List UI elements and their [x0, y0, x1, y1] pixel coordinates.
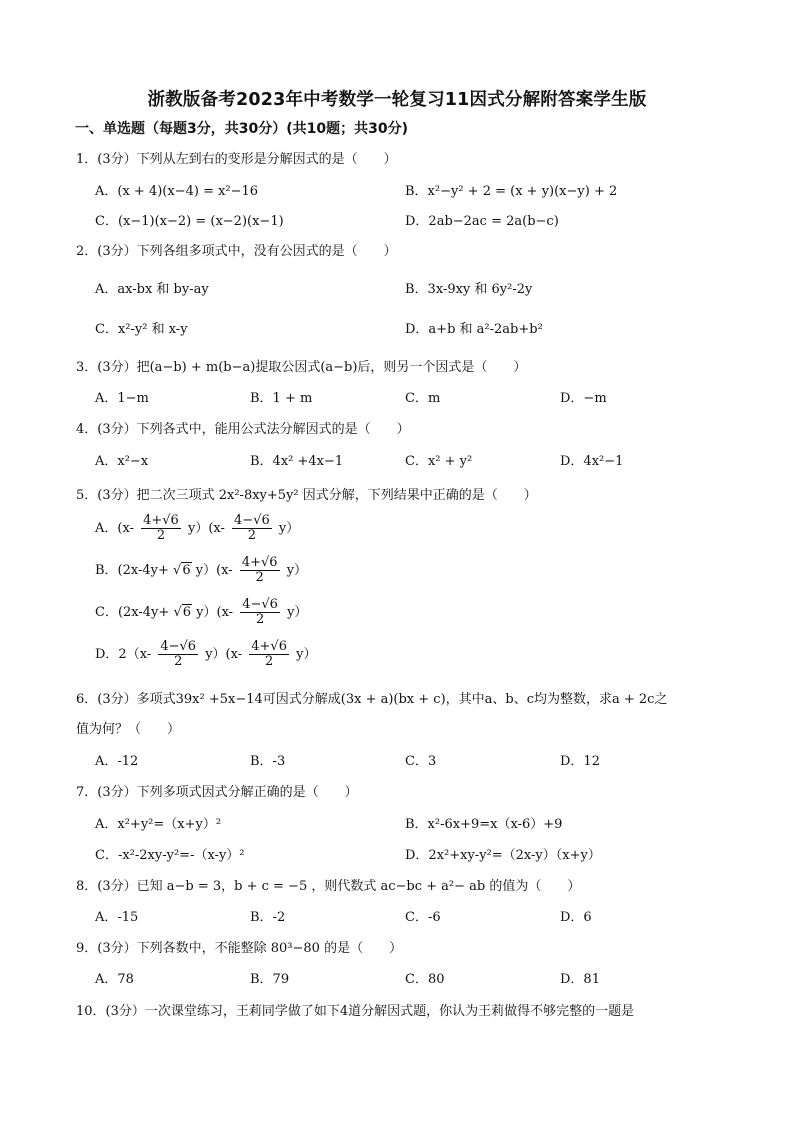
question-3-option-a: A．1−m	[95, 391, 149, 406]
section-heading: 一、单选题（每题3分，共30分）(共10题；共30分)	[75, 121, 408, 137]
question-4-option-a: A．x²−x	[95, 454, 149, 469]
question-6-option-b: B．-3	[250, 754, 286, 769]
question-2-option-d: D．a+b 和 a²-2ab+b²	[405, 322, 543, 337]
question-8-stem: 8．(3分）已知 a−b = 3，b + c = −5 ，则代数式 ac−bc + a²− ab 的值为（ ）	[76, 879, 581, 894]
option-b-suffix: y）	[286, 563, 308, 578]
question-6-option-d: D．12	[560, 754, 600, 769]
question-4-option-c: C．x² + y²	[405, 454, 473, 469]
fraction-denominator: 2	[247, 528, 257, 543]
question-7-option-c: C．-x²-2xy-y²=-（x-y）²	[95, 848, 245, 863]
question-8-option-c: C．-6	[405, 910, 441, 925]
question-3-option-c: C．m	[405, 391, 441, 406]
option-a-middle: y）(x-	[187, 521, 225, 536]
question-9-option-a: A．78	[95, 972, 134, 987]
question-5-option-c	[95, 598, 307, 627]
question-2-stem: 2．(3分）下列各组多项式中，没有公因式的是（ ）	[76, 244, 397, 259]
option-d-middle: y）(x-	[205, 647, 243, 662]
question-5-option-a	[95, 514, 299, 543]
question-4-option-d: D．4x²−1	[560, 454, 624, 469]
fraction-numerator: 4+√6	[241, 555, 278, 570]
question-9-option-c: C．80	[405, 972, 445, 987]
option-c-prefix: C．(2x-4y+	[95, 605, 170, 620]
question-2-option-a: A．ax-bx 和 by-ay	[95, 282, 209, 297]
question-6-stem-continued: 值为何？（ ）	[76, 722, 181, 737]
question-5-option-b	[95, 556, 307, 585]
question-7-option-d: D．2x²+xy-y²=（2x-y）（x+y）	[405, 848, 601, 863]
question-7-option-a: A．x²+y²=（x+y）²	[95, 817, 222, 832]
question-2-option-b: B．3x-9xy 和 6y²-2y	[405, 282, 533, 297]
fraction-plus	[141, 514, 181, 543]
option-d-suffix: y）	[296, 647, 317, 662]
option-c-middle: y）(x-	[196, 605, 234, 620]
sqrt-six: √6	[173, 605, 192, 620]
option-c-suffix: y）	[287, 605, 308, 620]
question-5-stem: 5．(3分）把二次三项式 2x²-8xy+5y² 因式分解，下列结果中正确的是（ ）	[76, 488, 537, 503]
option-d-prefix: D．2（x-	[95, 647, 152, 662]
fraction-plus	[249, 640, 289, 669]
question-7-stem: 7．(3分）下列多项式因式分解正确的是（ ）	[76, 785, 358, 800]
question-5-option-d	[95, 640, 316, 669]
option-b-prefix: B．(2x-4y+	[95, 563, 169, 578]
fraction-numerator: 4−√6	[234, 513, 270, 528]
sqrt-six: √6	[173, 563, 191, 578]
fraction-denominator: 2	[174, 654, 183, 669]
fraction-minus	[232, 514, 272, 543]
question-7-option-b: B．x²-6x+9=x（x-6）+9	[405, 817, 563, 832]
question-2-option-c: C．x²-y² 和 x-y	[95, 322, 188, 337]
question-6-option-a: A．-12	[95, 754, 139, 769]
option-a-suffix: y）	[278, 521, 300, 536]
question-4-stem: 4．(3分）下列各式中，能用公式法分解因式的是（ ）	[76, 422, 410, 437]
page-title: 浙教版备考2023年中考数学一轮复习11因式分解附答案学生版	[147, 90, 647, 110]
question-8-option-d: D．6	[560, 910, 592, 925]
fraction-denominator: 2	[156, 528, 166, 543]
question-4-option-b: B．4x² +4x−1	[250, 454, 344, 469]
question-9-option-d: D．81	[560, 972, 600, 987]
fraction-minus	[158, 640, 198, 669]
radicand: 6	[182, 605, 192, 620]
option-a-prefix: A．(x-	[95, 521, 134, 536]
question-10-stem: 10．(3分）一次课堂练习，王莉同学做了如下4道分解因式题，你认为王莉做得不够完整的一题是	[76, 1004, 635, 1019]
question-1-option-b: B．x²−y² + 2 = (x + y)(x−y) + 2	[405, 184, 618, 199]
question-8-option-a: A．-15	[95, 910, 139, 925]
question-3-stem: 3．(3分）把(a−b) + m(b−a)提取公因式(a−b)后，则另一个因式是（ ）	[76, 360, 527, 375]
radicand: 6	[182, 563, 191, 578]
question-3-option-d: D．−m	[560, 391, 607, 406]
fraction-numerator: 4−√6	[242, 597, 278, 612]
fraction-plus	[240, 556, 280, 585]
question-1-option-a: A．(x + 4)(x−4) = x²−16	[95, 184, 259, 199]
question-6-stem: 6．(3分）多项式39x² +5x−14可因式分解成(3x + a)(bx + c)，其中a、b、c均为整数，求a + 2c之	[76, 692, 668, 707]
question-1-option-d: D．2ab−2ac = 2a(b−c)	[405, 214, 559, 229]
fraction-minus	[240, 598, 280, 627]
question-9-stem: 9．(3分）下列各数中，不能整除 80³−80 的是（ ）	[76, 941, 403, 956]
question-1-stem: 1．(3分）下列从左到右的变形是分解因式的是（ ）	[76, 152, 397, 167]
fraction-numerator: 4−√6	[160, 639, 197, 654]
fraction-denominator: 2	[255, 612, 265, 627]
question-1-option-c: C．(x−1)(x−2) = (x−2)(x−1)	[95, 214, 284, 229]
fraction-numerator: 4+√6	[251, 639, 287, 654]
question-8-option-b: B．-2	[250, 910, 286, 925]
fraction-denominator: 2	[264, 654, 274, 669]
fraction-denominator: 2	[255, 570, 264, 585]
fraction-numerator: 4+√6	[143, 513, 179, 528]
option-b-middle: y）(x-	[195, 563, 233, 578]
question-6-option-c: C．3	[405, 754, 437, 769]
question-3-option-b: B．1 + m	[250, 391, 313, 406]
question-9-option-b: B．79	[250, 972, 290, 987]
